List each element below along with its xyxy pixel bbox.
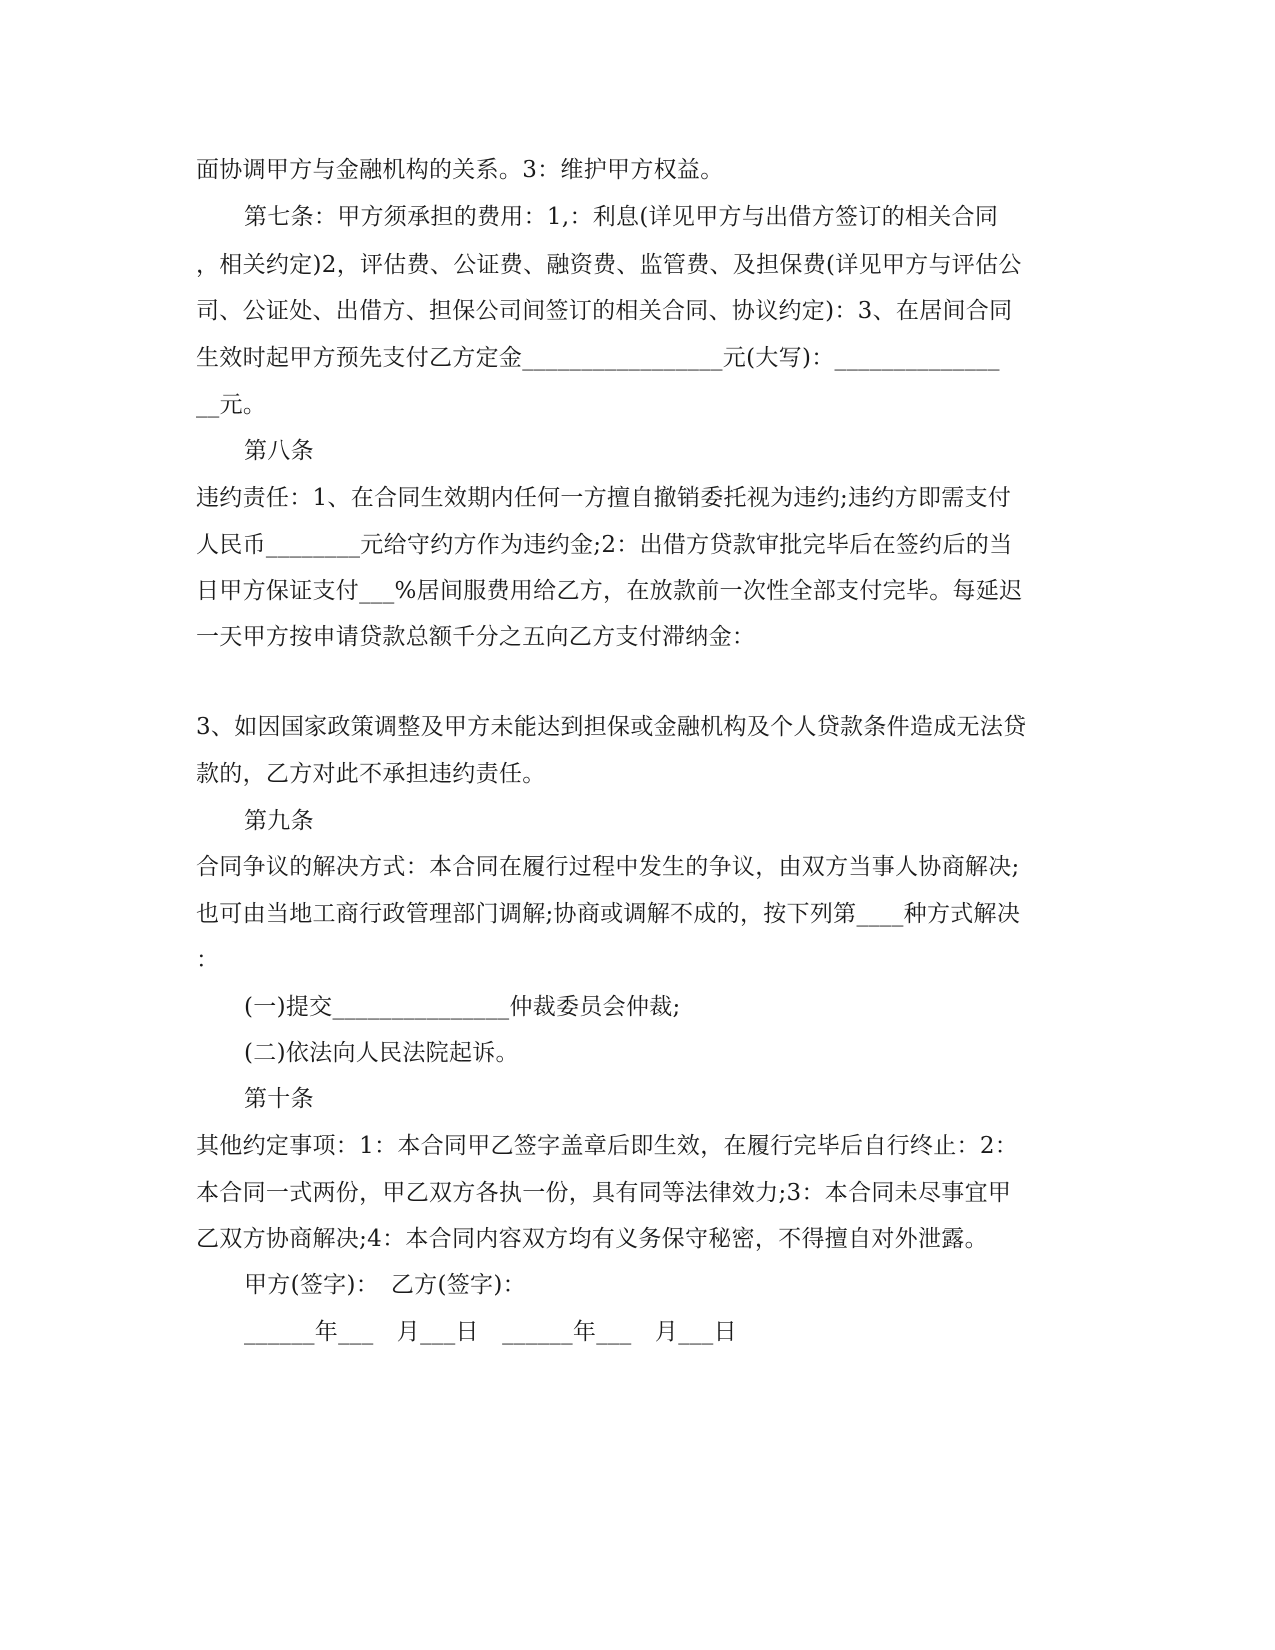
text-line: 人民币________元给守约方作为违约金;2：出借方贷款审批完毕后在签约后的当 (196, 532, 1013, 558)
signature-line: 甲方(签字)： 乙方(签字)： (244, 1272, 526, 1298)
date-line: ______年___ 月___日 ______年___ 月___日 (244, 1319, 737, 1345)
text-line: 司、公证处、出借方、担保公司间签订的相关合同、协议约定)：3、在居间合同 (196, 298, 1013, 324)
article-10-heading: 第十条 (244, 1086, 314, 1112)
text-line: 3、如因国家政策调整及甲方未能达到担保或金融机构及个人贷款条件造成无法贷 (196, 714, 1027, 740)
text-line: 日甲方保证支付___%居间服费用给乙方，在放款前一次性全部支付完毕。每延迟 (196, 578, 1023, 604)
article-7-heading-line: 第七条：甲方须承担的费用：1,：利息(详见甲方与出借方签订的相关合同 (244, 204, 999, 230)
text-line: 生效时起甲方预先支付乙方定金_________________元(大写)：______________ (196, 345, 1000, 371)
text-line: 合同争议的解决方式：本合同在履行过程中发生的争议，由双方当事人协商解决; (196, 854, 1020, 880)
article-9-heading: 第九条 (244, 808, 314, 834)
article-8-heading: 第八条 (244, 438, 314, 464)
text-line: 违约责任：1、在合同生效期内任何一方擅自撤销委托视为违约;违约方即需支付 (196, 485, 1012, 511)
option-two-line: (二)依法向人民法院起诉。 (244, 1040, 519, 1066)
text-line: __元。 (196, 392, 267, 418)
text-line: 其他约定事项：1：本合同甲乙签字盖章后即生效，在履行完毕后自行终止：2： (196, 1133, 1019, 1159)
option-one-line: (一)提交_______________仲裁委员会仲裁; (244, 994, 681, 1020)
text-line: ： (196, 947, 220, 973)
text-line: ，相关约定)2，评估费、公证费、融资费、监管费、及担保费(详见甲方与评估公 (196, 252, 1022, 278)
text-line: 乙双方协商解决;4：本合同内容双方均有义务保守秘密，不得擅自对外泄露。 (196, 1226, 988, 1252)
text-line: 本合同一式两份，甲乙双方各执一份，具有同等法律效力;3：本合同未尽事宜甲 (196, 1180, 1012, 1206)
text-line: 款的，乙方对此不承担违约责任。 (196, 761, 546, 787)
text-line: 一天甲方按申请贷款总额千分之五向乙方支付滞纳金： (196, 624, 756, 650)
text-line: 面协调甲方与金融机构的关系。3：维护甲方权益。 (196, 157, 724, 183)
text-line: 也可由当地工商行政管理部门调解;协商或调解不成的，按下列第____种方式解决 (196, 901, 1021, 927)
